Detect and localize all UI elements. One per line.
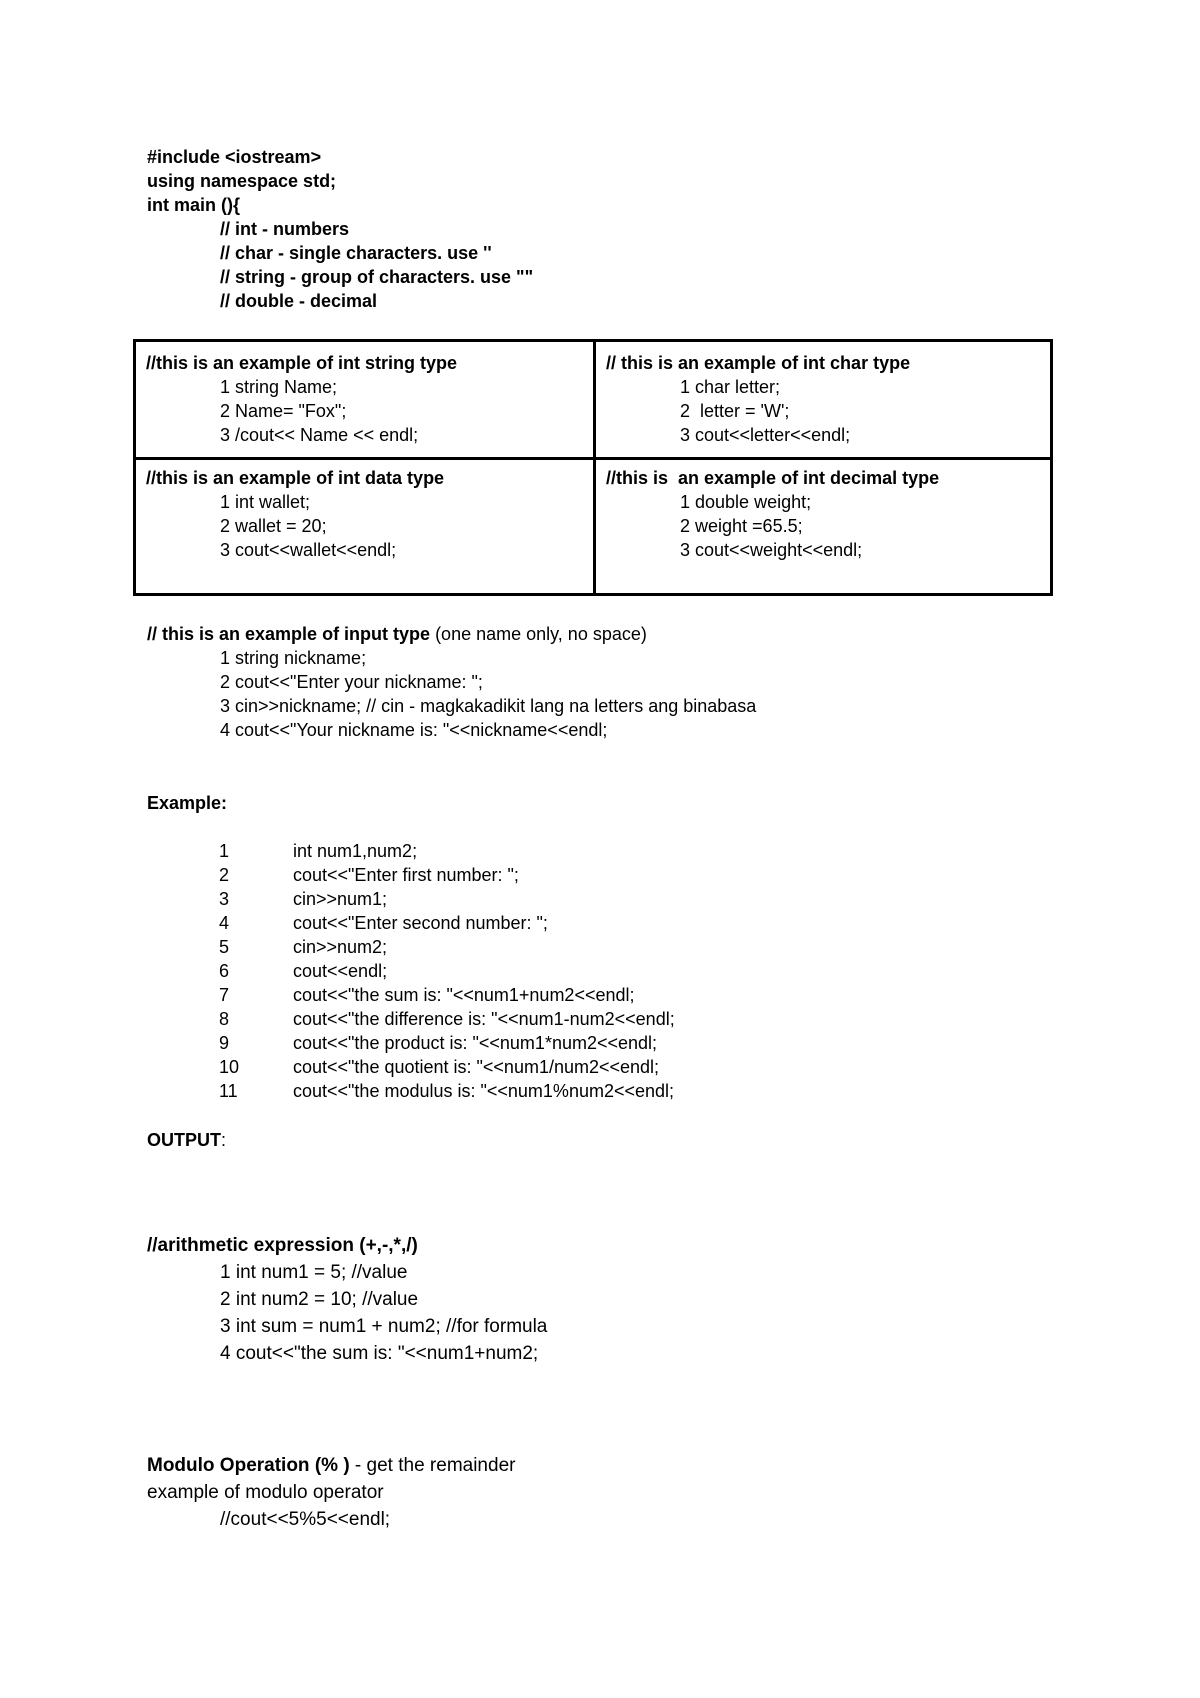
example-line-number: 7 <box>219 985 230 1005</box>
cell-line: 2 weight =65.5; <box>680 516 803 536</box>
cell-line: 1 int wallet; <box>220 492 311 512</box>
input-heading: // this is an example of input type <box>147 624 431 644</box>
arithmetic-line: 2 int num2 = 10; //value <box>220 1289 419 1310</box>
modulo-desc: - get the remainder <box>349 1455 516 1476</box>
arithmetic-line: 3 int sum = num1 + num2; //for formula <box>220 1316 548 1337</box>
main-line: int main (){ <box>147 195 240 215</box>
example-line-code: cout<<"Enter first number: "; <box>293 865 519 885</box>
cell-line: 1 double weight; <box>680 492 812 512</box>
input-line: 1 string nickname; <box>220 648 367 668</box>
cell-heading: //this is an example of int data type <box>146 468 445 488</box>
example-line-number: 5 <box>219 937 230 957</box>
types-table <box>133 339 1053 596</box>
arithmetic-line: 4 cout<<"the sum is: "<<num1+num2; <box>220 1343 539 1364</box>
comment-double: // double - decimal <box>220 291 378 311</box>
modulo-subline: example of modulo operator <box>147 1482 384 1503</box>
example-line-code: cout<<"the quotient is: "<<num1/num2<<endl; <box>293 1057 660 1077</box>
example-line-code: cout<<"the modulus is: "<<num1%num2<<endl; <box>293 1081 675 1101</box>
cell-string-type <box>136 342 588 457</box>
cell-line: 1 string Name; <box>220 377 338 397</box>
cell-line: 3 cout<<weight<<endl; <box>680 540 863 560</box>
input-heading-line <box>147 623 647 645</box>
example-line-number: 11 <box>219 1081 238 1101</box>
arithmetic-line: 1 int num1 = 5; //value <box>220 1262 408 1283</box>
cell-line: 3 /cout<< Name << endl; <box>220 425 419 445</box>
output-colon: : <box>221 1130 227 1150</box>
modulo-heading-line <box>147 1455 515 1477</box>
input-line: 4 cout<<"Your nickname is: "<<nickname<<endl; <box>220 720 608 740</box>
cell-char-type <box>596 342 1048 457</box>
example-line-number: 8 <box>219 1009 230 1029</box>
cell-line: 2 letter = 'W'; <box>680 401 790 421</box>
output-label: OUTPUT <box>147 1130 221 1150</box>
example-line-code: cout<<"the product is: "<<num1*num2<<endl; <box>293 1033 658 1053</box>
example-line-number: 1 <box>219 841 230 861</box>
example-line-number: 10 <box>219 1057 240 1077</box>
example-line-number: 3 <box>219 889 230 909</box>
cell-heading: // this is an example of int char type <box>606 353 911 373</box>
example-line-code: int num1,num2; <box>293 841 418 861</box>
modulo-code: //cout<<5%5<<endl; <box>220 1509 391 1530</box>
example-line-code: cin>>num2; <box>293 937 388 957</box>
output-line <box>147 1129 226 1151</box>
input-note: (one name only, no space) <box>430 624 647 644</box>
example-line-code: cout<<"the sum is: "<<num1+num2<<endl; <box>293 985 635 1005</box>
example-line-number: 4 <box>219 913 230 933</box>
comment-int: // int - numbers <box>220 219 350 239</box>
cell-heading: //this is an example of int decimal type <box>606 468 940 488</box>
cell-line: 2 wallet = 20; <box>220 516 327 536</box>
example-line-code: cout<<"Enter second number: "; <box>293 913 548 933</box>
comment-string: // string - group of characters. use "" <box>220 267 534 287</box>
cell-line: 3 cout<<letter<<endl; <box>680 425 851 445</box>
cell-data-type <box>136 460 588 593</box>
namespace-line: using namespace std; <box>147 171 337 191</box>
arithmetic-heading: //arithmetic expression (+,-,*,/) <box>147 1235 418 1256</box>
input-line: 3 cin>>nickname; // cin - magkakadikit lang na letters ang binabasa <box>220 696 757 716</box>
example-line-code: cout<<"the difference is: "<<num1-num2<<endl; <box>293 1009 675 1029</box>
cell-decimal-type <box>596 460 1048 593</box>
example-label: Example: <box>147 793 228 813</box>
input-line: 2 cout<<"Enter your nickname: "; <box>220 672 483 692</box>
example-line-number: 2 <box>219 865 230 885</box>
example-line-code: cout<<endl; <box>293 961 388 981</box>
cell-line: 1 char letter; <box>680 377 781 397</box>
include-line: #include <iostream> <box>147 147 322 167</box>
cell-heading: //this is an example of int string type <box>146 353 458 373</box>
example-line-code: cin>>num1; <box>293 889 388 909</box>
example-line-number: 6 <box>219 961 230 981</box>
modulo-heading: Modulo Operation (% ) <box>147 1455 350 1476</box>
cell-line: 3 cout<<wallet<<endl; <box>220 540 397 560</box>
comment-char: // char - single characters. use '' <box>220 243 492 263</box>
cell-line: 2 Name= "Fox"; <box>220 401 347 421</box>
example-line-number: 9 <box>219 1033 230 1053</box>
